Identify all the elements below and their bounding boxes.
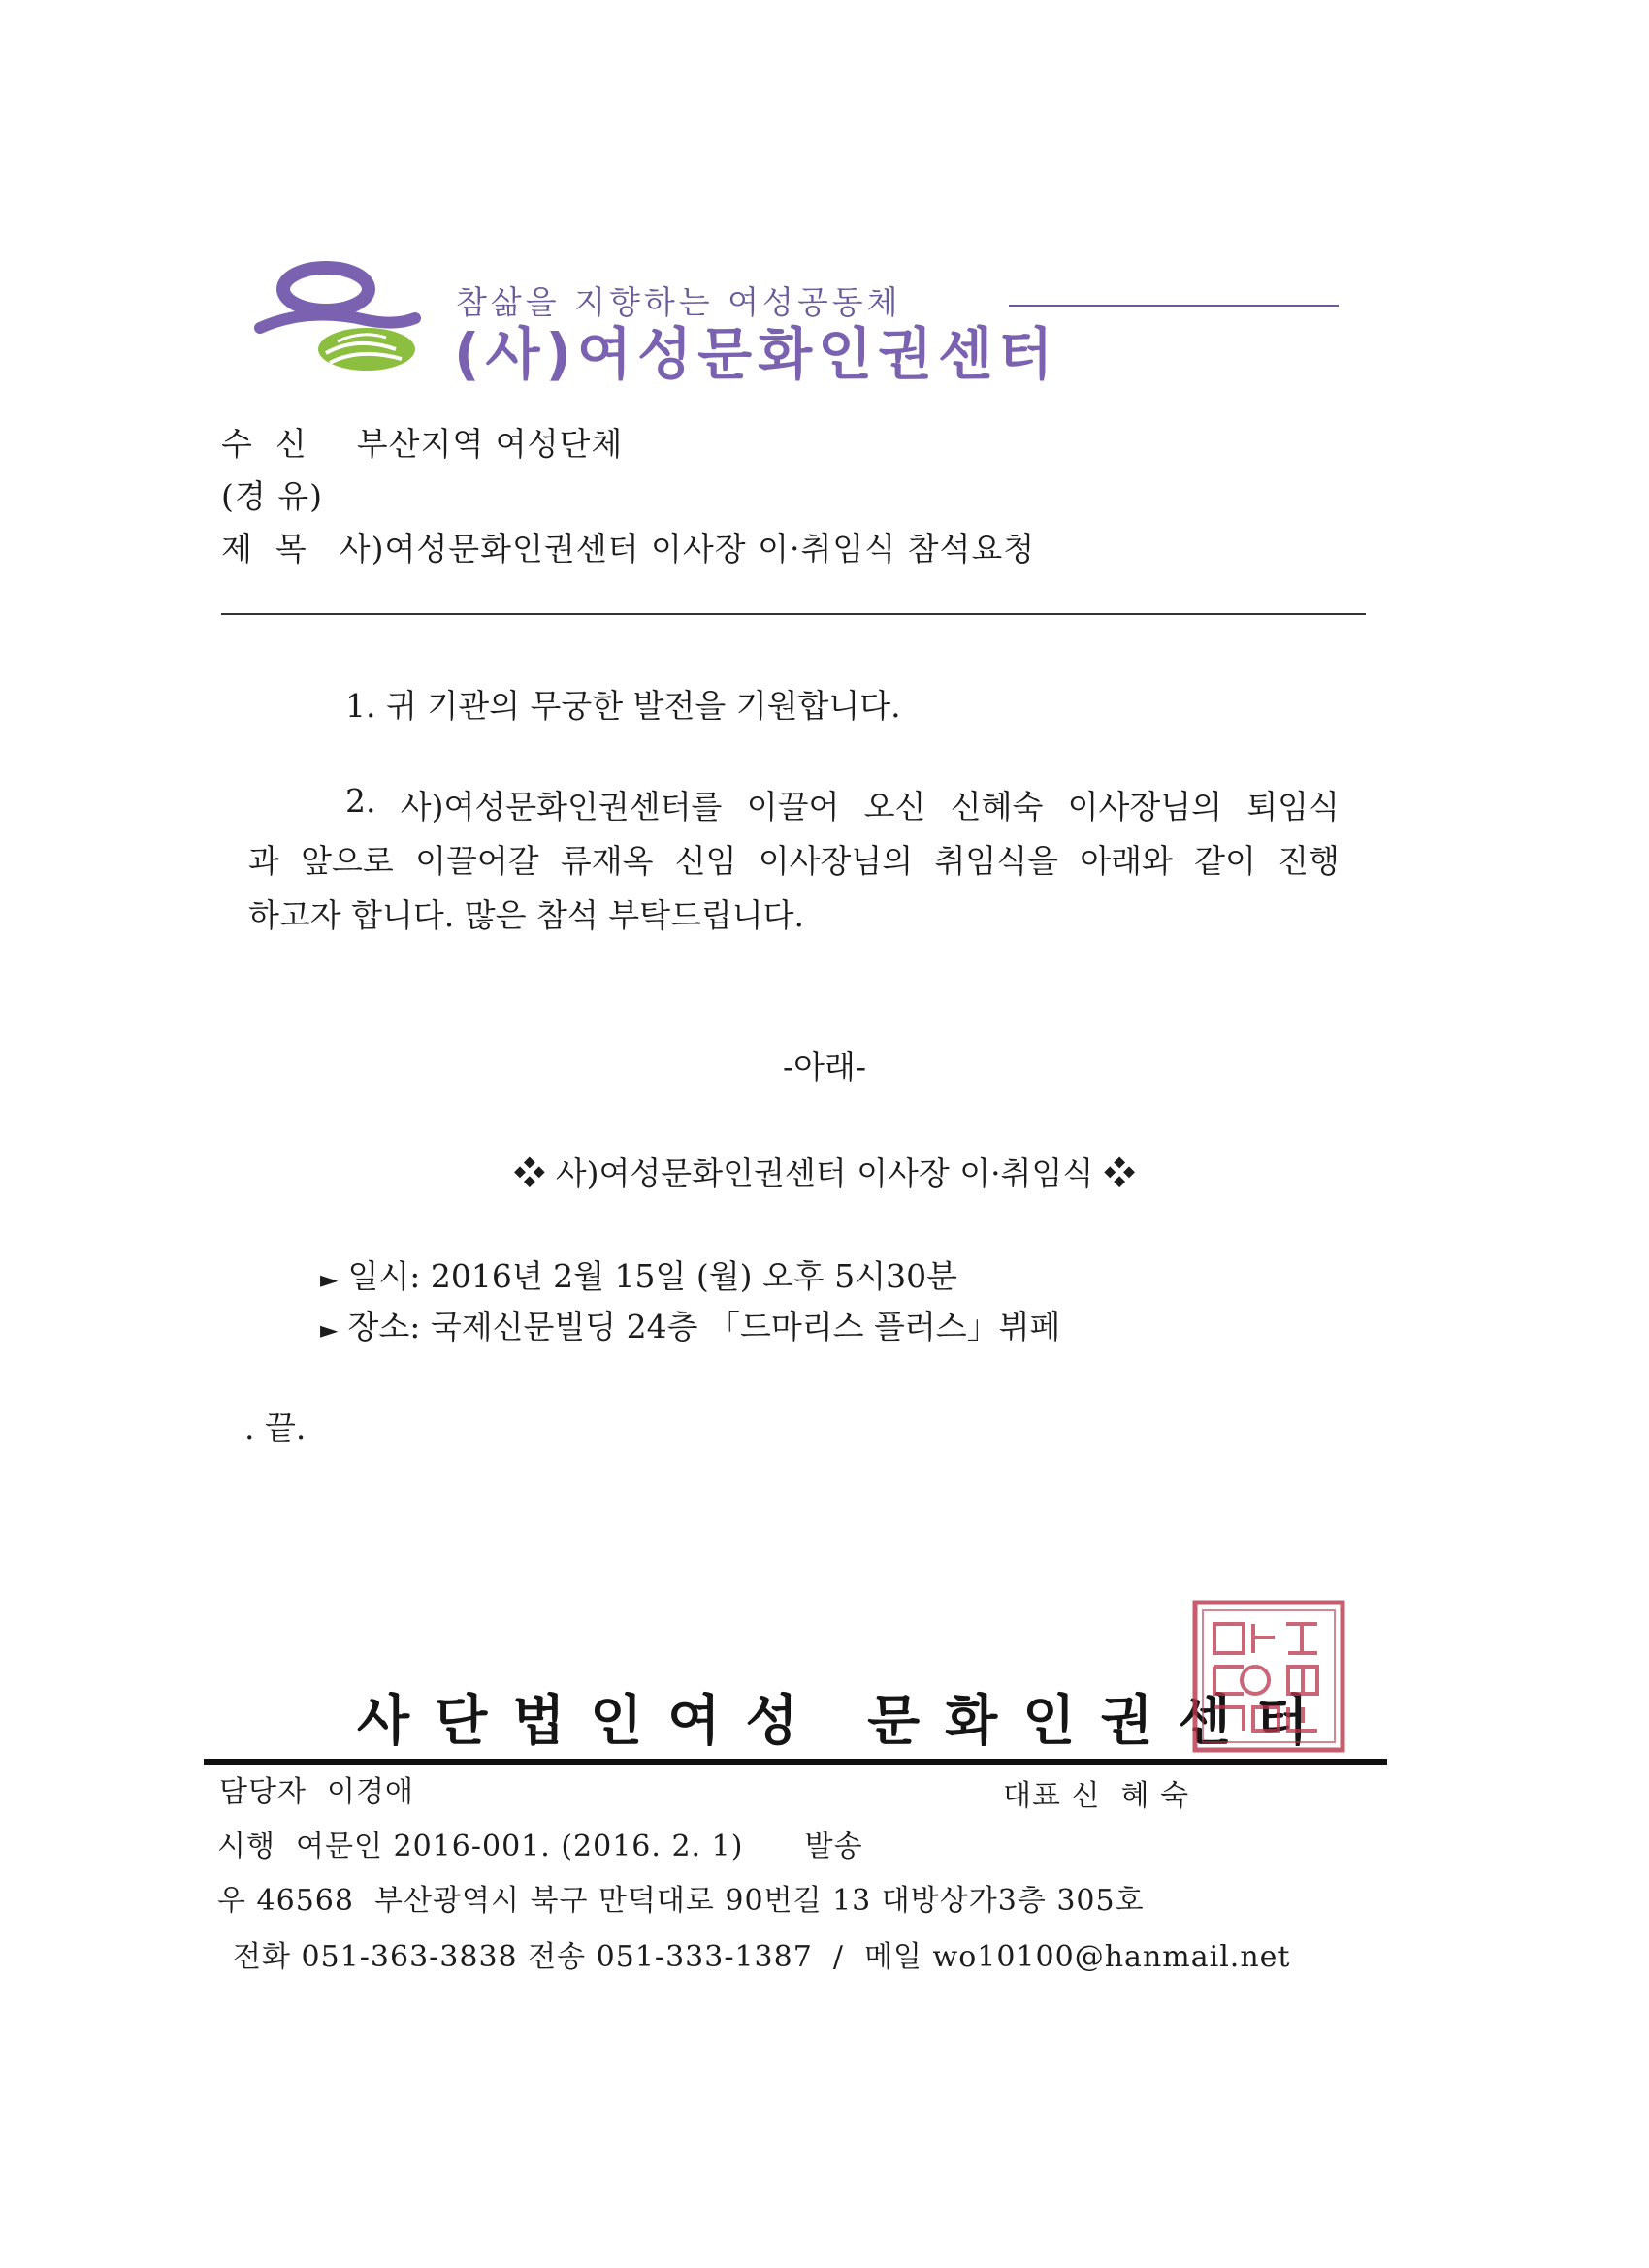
recipient-label: 수 신 (221, 425, 307, 463)
subject-value: 사)여성문화인권센터 이사장 이·취임식 참석요청 (339, 530, 1036, 567)
recipient-value: 부산지역 여성단체 (356, 425, 624, 463)
word: 같이 (1194, 842, 1256, 880)
triangle-bullet-icon: ► (320, 1316, 339, 1344)
word: 이끌어갈 (415, 842, 539, 880)
staff-in-charge: 담당자 이경애 (219, 1775, 414, 1809)
event-title: ❖ 사)여성문화인권센터 이사장 이·취임식 ❖ (513, 1154, 1136, 1192)
postal-address: 우 46568 부산광역시 북구 만덕대로 90번길 13 대방상가3층 305호 (217, 1884, 1145, 1918)
issuing-organization-name: 사단법인여성 문화인권센터 (357, 1689, 1334, 1753)
word: 이사장님의 (1067, 788, 1222, 826)
organization-logo-icon (250, 260, 425, 376)
word: 취임식을 (934, 842, 1058, 880)
logo-slogan: 참삶을 지향하는 여성공동체 (456, 283, 902, 321)
detail-item-datetime (320, 1251, 957, 1297)
word: 이사장님의 (758, 842, 914, 880)
subject-line (221, 524, 1035, 569)
paragraph-2-line-2 (248, 836, 1340, 882)
word: 사)여성문화인권센터를 (400, 788, 723, 826)
detail-text: 장소: 국제신문빌딩 24층 「드마리스 플러스」뷔페 (347, 1308, 1061, 1345)
paragraph-2-line-1 (248, 782, 1340, 827)
subject-label: 제 목 (221, 530, 307, 567)
word: 진행 (1277, 842, 1340, 880)
word: 오신 (863, 788, 926, 826)
slogan-underline (1009, 305, 1339, 307)
word: 2. (345, 782, 376, 820)
recipient-line (221, 419, 623, 465)
word: 과 (248, 842, 279, 880)
contact-info: 전화 051-363-3838 전송 051-333-1387 / 메일 wo10100@hanmail.net (233, 1940, 1291, 1974)
word: 아래와 (1080, 842, 1173, 880)
triangle-bullet-icon: ► (320, 1266, 339, 1293)
word: 이끌어 (746, 788, 840, 826)
word: 류재옥 (560, 842, 654, 880)
word: 신임 (674, 842, 737, 880)
header-divider (221, 613, 1366, 615)
logo-organization-name: (사)여성문화인권센터 (454, 321, 1059, 387)
footer-divider (204, 1759, 1387, 1765)
word: 신혜숙 (950, 788, 1044, 826)
detail-text: 일시: 2016년 2월 15일 (월) 오후 5시30분 (347, 1257, 958, 1295)
word: 퇴임식 (1246, 788, 1340, 826)
word: 앞으로 (301, 842, 394, 880)
paragraph-2-line-3: 하고자 합니다. 많은 참석 부탁드립니다. (248, 896, 804, 934)
detail-item-location (320, 1302, 1060, 1347)
notice-heading: -아래- (782, 1048, 867, 1085)
representative: 대표 신 혜 숙 (1003, 1779, 1190, 1813)
official-seal-icon (1191, 1599, 1346, 1754)
end-mark: . 끝. (244, 1409, 307, 1446)
via-line: (경 유) (221, 477, 323, 515)
paragraph-1: 1. 귀 기관의 무궁한 발전을 기원합니다. (345, 687, 901, 725)
enforcement-number: 시행 여문인 2016-001. (2016. 2. 1) 발송 (217, 1830, 863, 1863)
